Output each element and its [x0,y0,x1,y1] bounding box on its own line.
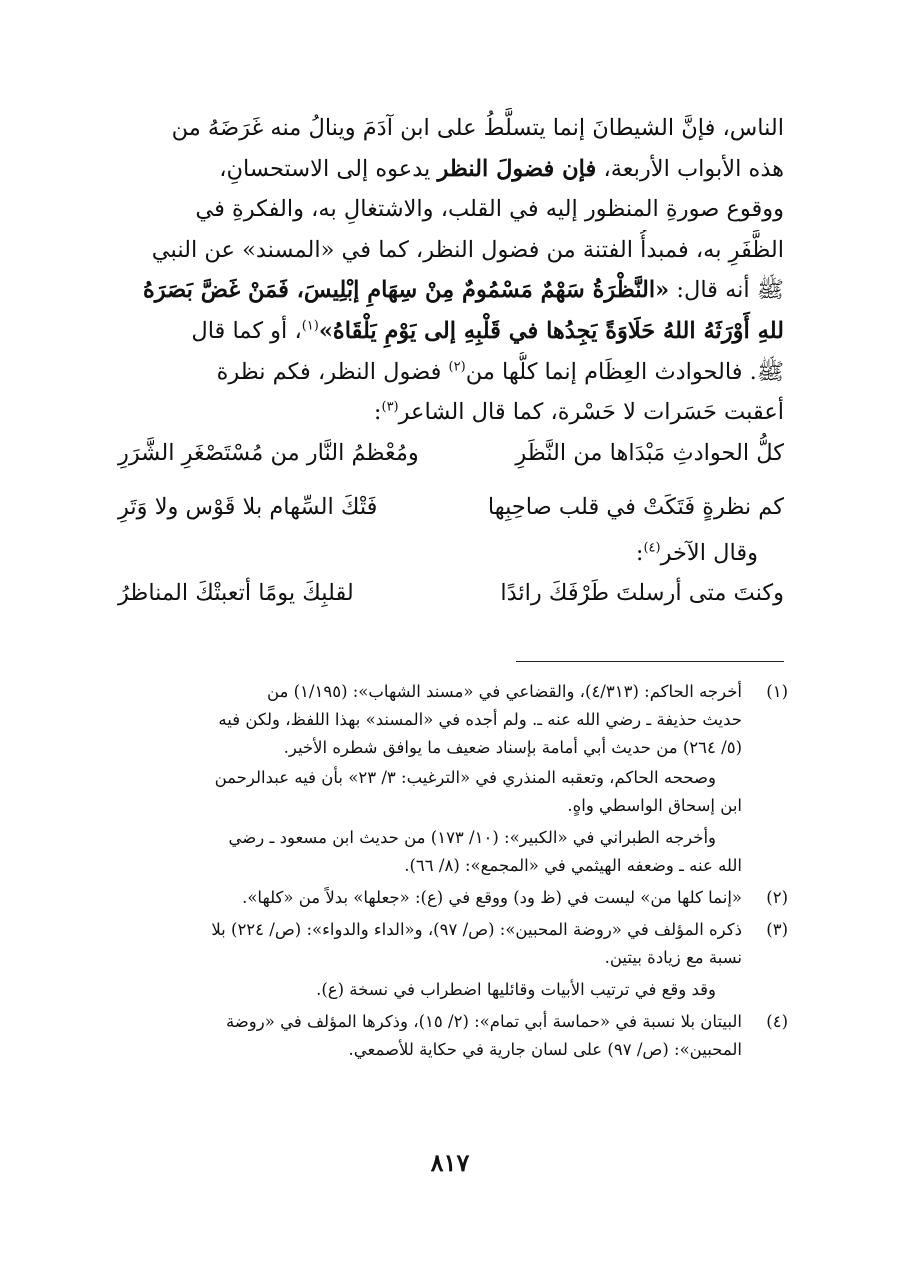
footnote-ref: (١) [301,318,319,334]
footnote-1: (١) أخرجه الحاكم: (٤/٣١٣)، والقضاعي في «مسند الشهاب»: (١/١٩٥) من حديث حذيفة ـ رضي الله عنه ـ. ولم أجده في «المسند» بهذا اللفظ، ولكن فيه (٥/ ٢٦٤) من حديث أبي أمامة بإسناد ضعيف ما يوافق شطره الأخير. [112,678,788,762]
text-line-8: أعقبت حَسَرات لا حَسْرة، كما قال الشاعر$^{(٣)}$: [373,399,784,426]
page-number: ٨١٧ [430,1148,470,1177]
hadith-text: للهِ أَوْرَثَهُ اللهُ حَلَاوَةً يَجِدُها في قَلْبِهِ إلى يَوْمِ يَلْقَاهُ» [318,317,784,344]
footnote-divider [516,661,784,662]
footnote-1-continued: وأخرجه الطبراني في «الكبير»: (١٠/ ١٧٣) من حديث ابن مسعود ـ رضي الله عنه ـ وضعفه الهيثمي في «المجمع»: (٨/ ٦٦). [228,828,742,875]
verse-first-half: وكنتَ متى أرسلتَ طَرْفَكَ رائدًا [500,580,784,606]
verse-1 [118,440,784,486]
footnote-number: (١) [766,682,788,701]
footnote-ref: (٤) [643,540,661,556]
footnote-ref: (٣) [381,399,399,415]
text-line-5: ﷺ أنه قال: «النَّظْرَةُ سَهْمٌ مَسْمُومٌ مِنْ سِهَامِ إبْلِيسَ، فَمَنْ غَضَّ بَصَرَهُ [142,277,784,304]
footnote-number: (٢) [766,888,788,907]
footnote-2: (٢) «إنما كلها من» ليست في (ظ ود) ووقع في (ع): «جعلها» بدلاً من «كلها». [112,884,788,912]
footnote-3: (٣) ذكره المؤلف في «روضة المحبين»: (ص/ ٩٧)، و«الداء والدواء»: (ص/ ٢٢٤) بلا نسبة مع زيادة بيتين. [112,916,788,972]
footnote-1-continued: وصححه الحاكم، وتعقبه المنذري في «الترغيب: ٣/ ٢٣» بأن فيه عبدالرحمن ابن إسحاق الواسطي واهٍ. [214,768,742,815]
footnote-number: (٤) [766,1012,788,1031]
verse-2 [118,494,784,540]
main-text [118,108,784,433]
text-line-2: هذه الأبواب الأربعة، فإن فضولَ النظر يدعوه إلى الاستحسانِ، [219,155,784,182]
text-line-4: الظَّفَرِ به، فمبدأُ الفتنة من فضول النظر، كما في «المسند» عن النبي [151,236,784,263]
footnotes [112,678,788,1064]
verse-second-half: لقلبِكَ يومًا أتعبتْكَ المناظرُ [118,580,354,606]
text-line-3: ووقوع صورةِ المنظور إليه في القلب، والاشتغالِ به، والفكرةِ في [195,196,784,223]
bold-phrase: فإن فضولَ النظر [437,155,597,182]
footnote-3-continued: وقد وقع في ترتيب الأبيات وقائليها اضطراب في نسخة (ع). [316,980,716,999]
text-line-7: ﷺ. فالحوادث العِظَام إنما كلُّها من$^{(٢)}$ فضول النظر، فكم نظرة [216,358,784,385]
text-line-1: الناس، فإنَّ الشيطانَ إنما يتسلَّطُ على ابن آدَمَ وينالُ منه غَرَضَهُ من [171,115,784,141]
verse-first-half: كم نظرةٍ فَتَكَتْ في قلب صاحِبِها [487,494,784,520]
hadith-text: «النَّظْرَةُ سَهْمٌ مَسْمُومٌ مِنْ سِهَامِ إبْلِيسَ، فَمَنْ غَضَّ بَصَرَهُ [142,277,670,304]
footnote-number: (٣) [766,920,788,939]
verse-first-half: كلُّ الحوادثِ مَبْدَاها من النَّظَرِ [515,440,784,466]
verse-second-half: ومُعْظمُ النَّار من مُسْتَصْغَرِ الشَّرَرِ [118,440,419,466]
poem [118,440,784,626]
text-line-6: للهِ أَوْرَثَهُ اللهُ حَلَاوَةً يَجِدُها في قَلْبِهِ إلى يَوْمِ يَلْقَاهُ»$^{(١)}$، أو كما قال [191,317,784,344]
verse-second-half: فَتْكَ السِّهام بلا قَوْس ولا وَتَرِ [118,494,378,520]
poet-intro: وقال الآخر$^{(٤)}$: [635,540,758,566]
footnote-ref: (٢) [448,359,466,375]
verse-3 [118,580,784,626]
footnote-4: (٤) البيتان بلا نسبة في «حماسة أبي تمام»: (٢/ ١٥)، وذكرها المؤلف في «روضة المحبين»: (ص/ ٩٧) على لسان جارية في حكاية للأصمعي. [112,1008,788,1064]
